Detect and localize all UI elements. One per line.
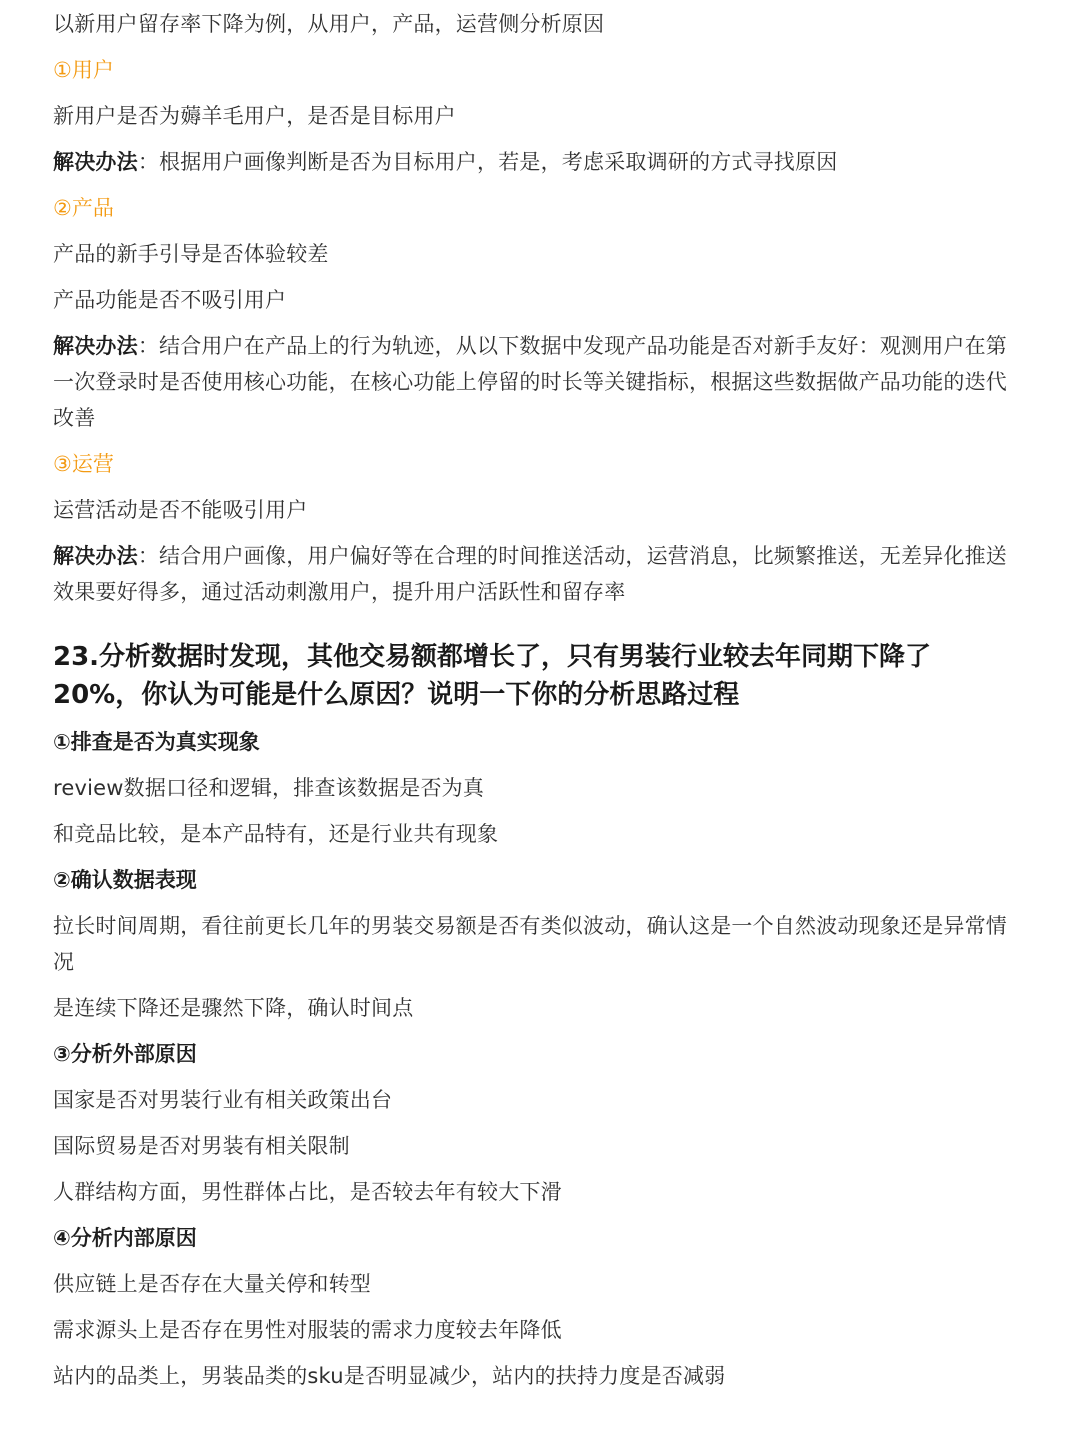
user-heading: ①用户	[53, 58, 114, 82]
solution-text: ：结合用户画像，用户偏好等在合理的时间推送活动，运营消息，比频繁推送，无差异化推送效果要好得多，通过活动刺激用户，提升用户活跃性和留存率	[53, 544, 1008, 604]
solution-label: 解决办法	[53, 334, 138, 358]
intro-paragraph: 以新用户留存率下降为例，从用户，产品，运营侧分析原因	[53, 12, 605, 36]
step-2-heading: ②确认数据表现	[53, 868, 197, 892]
product-solution	[53, 328, 1015, 436]
product-line-1: 产品的新手引导是否体验较差	[53, 242, 329, 266]
user-line-1: 新用户是否为薅羊毛用户，是否是目标用户	[53, 104, 456, 128]
product-heading: ②产品	[53, 196, 114, 220]
step-1-line-1: review数据口径和逻辑，排查该数据是否为真	[53, 776, 485, 800]
step-3-line-2: 国际贸易是否对男装有相关限制	[53, 1134, 350, 1158]
step-4-line-3: 站内的品类上，男装品类的sku是否明显减少，站内的扶持力度是否减弱	[53, 1364, 726, 1388]
step-2-line-1: 拉长时间周期，看往前更长几年的男装交易额是否有类似波动，确认这是一个自然波动现象还是异常情况	[53, 914, 1007, 974]
step-4-line-2: 需求源头上是否存在男性对服装的需求力度较去年降低	[53, 1318, 562, 1342]
step-1-line-2: 和竞品比较，是本产品特有，还是行业共有现象	[53, 822, 499, 846]
step-1-heading: ①排查是否为真实现象	[53, 730, 260, 754]
ops-solution	[53, 538, 1015, 610]
step-4-heading: ④分析内部原因	[53, 1226, 197, 1250]
solution-label: 解决办法	[53, 544, 138, 568]
solution-text: ：结合用户在产品上的行为轨迹，从以下数据中发现产品功能是否对新手友好：观测用户在第一次登录时是否使用核心功能，在核心功能上停留的时长等关键指标，根据这些数据做产品功能的迭代改善	[53, 334, 1008, 430]
step-3-line-3: 人群结构方面，男性群体占比，是否较去年有较大下滑	[53, 1180, 562, 1204]
step-3-heading: ③分析外部原因	[53, 1042, 197, 1066]
step-2-line-2: 是连续下降还是骤然下降，确认时间点	[53, 996, 414, 1020]
user-solution	[53, 144, 1015, 180]
solution-text: ：根据用户画像判断是否为目标用户，若是，考虑采取调研的方式寻找原因	[137, 150, 838, 174]
question-23-title: 23.分析数据时发现，其他交易额都增长了，只有男装行业较去年同期下降了20%，你认为可能是什么原因？说明一下你的分析思路过程	[53, 642, 932, 710]
ops-heading: ③运营	[53, 452, 114, 476]
solution-label: 解决办法	[53, 150, 138, 174]
product-line-2: 产品功能是否不吸引用户	[53, 288, 287, 312]
step-3-line-1: 国家是否对男装行业有相关政策出台	[53, 1088, 393, 1112]
step-4-line-1: 供应链上是否存在大量关停和转型	[53, 1272, 371, 1296]
ops-line-1: 运营活动是否不能吸引用户	[53, 498, 308, 522]
document-body	[53, 6, 1015, 1404]
